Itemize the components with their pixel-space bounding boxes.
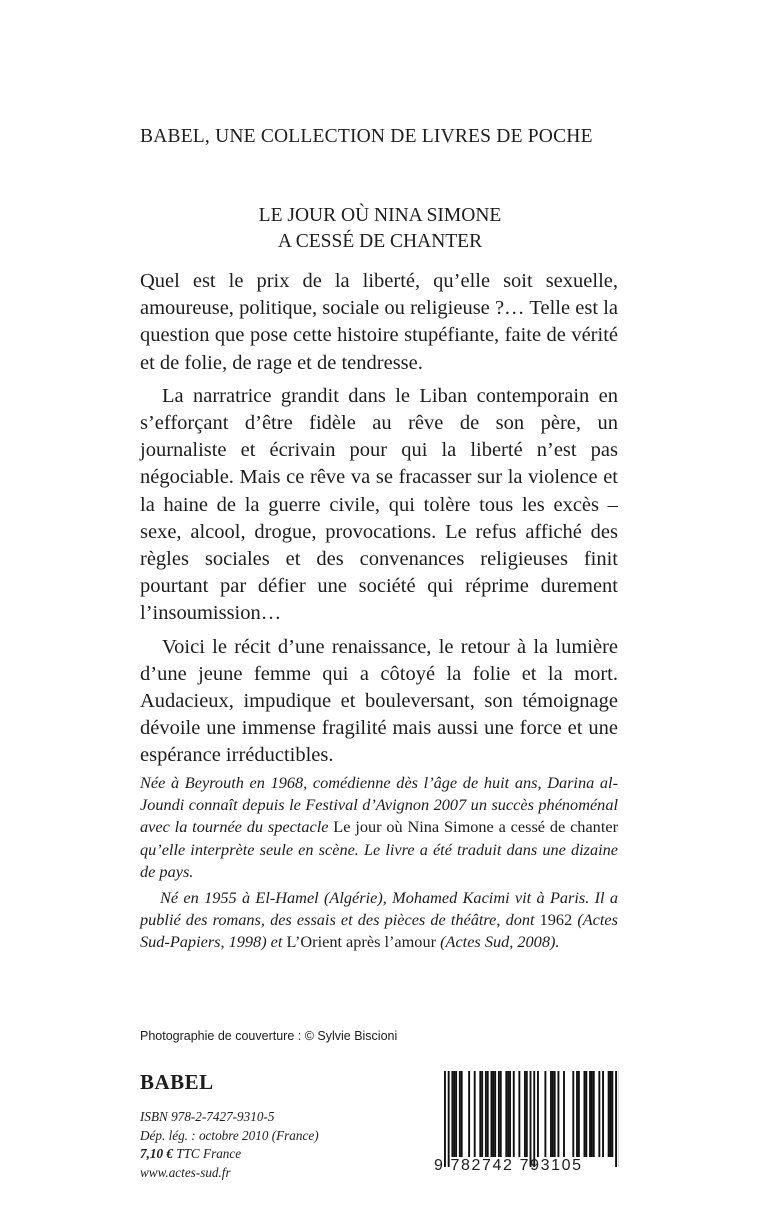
book-meta [140, 1108, 319, 1182]
barcode-bar [530, 1071, 532, 1167]
barcode-bar [491, 1071, 493, 1157]
work-title: Le jour où Nina Simone a cessé de chanter [333, 817, 618, 837]
barcode-bar [479, 1071, 481, 1157]
coauthor-bio [140, 887, 618, 954]
legal-deposit: Dép. lég. : octobre 2010 (France) [140, 1127, 319, 1143]
barcode-bar [481, 1071, 483, 1157]
author-bio-text: qu’elle interprète seule en scène. Le livre a été traduit dans une dizaine de pays. [140, 839, 618, 881]
barcode-bar [518, 1071, 520, 1157]
barcode-bar [507, 1071, 509, 1157]
barcode-bar [444, 1071, 446, 1167]
price-line [140, 1145, 319, 1164]
barcode-bar [552, 1071, 554, 1157]
barcode-bar [557, 1071, 559, 1157]
summary-paragraph: Voici le récit d’une renaissance, le retour à la lumière d’une jeune femme qui a côtoyé la folie et la mort. Audacieux, impudique et bouleversant, son témoignage dévoile une immense fragilité mais aussi une force et une espérance irréductibles. [140, 635, 618, 767]
barcode-bar [554, 1071, 556, 1157]
barcode-bar [610, 1071, 612, 1157]
author-bios [140, 772, 618, 958]
barcode-bar [608, 1071, 610, 1157]
barcode-bar [494, 1071, 496, 1157]
barcode-bar [615, 1071, 617, 1167]
barcode-bar [544, 1071, 546, 1157]
barcode-bar [500, 1071, 502, 1157]
barcode-bar [585, 1071, 587, 1157]
author-bio [140, 772, 618, 883]
publisher-logo: BABEL [140, 1070, 214, 1094]
price-suffix: TTC France [172, 1146, 242, 1161]
barcode-bar [513, 1071, 515, 1157]
barcode-bar [537, 1071, 539, 1157]
barcode-bar [602, 1071, 604, 1157]
barcode-bar [524, 1071, 526, 1157]
barcode-bar [459, 1071, 461, 1157]
coauthor-bio-text: (Actes Sud-Papiers, 1998) et [140, 910, 618, 952]
book-title-line-1: LE JOUR OÙ NINA SIMONE [258, 205, 502, 226]
photo-credit: Photographie de couverture : © Sylvie Biscioni [140, 1029, 398, 1043]
summary-paragraph: Quel est le prix de la liberté, qu’elle soit sexuelle, amoureuse, politique, sociale ou religieuse ?… Telle est la question que pose cette histoire stupéfiante, faite de vérité et de folie, de rage et de tendresse. [140, 270, 618, 374]
barcode-bar [550, 1071, 552, 1157]
barcode-bar [451, 1071, 453, 1157]
barcode-digits: 9 782742 793105 [434, 1157, 583, 1174]
barcode-bar [487, 1071, 489, 1157]
price: 7,10 € [140, 1146, 173, 1161]
barcode-bar [468, 1071, 470, 1157]
summary-text [140, 268, 618, 776]
work-title: L’Orient après l’amour [286, 932, 437, 952]
summary-paragraph: La narratrice grandit dans le Liban contemporain en s’efforçant d’être fidèle au rêve de son père, un journaliste et écrivain pour qui la liberté n’est pas négociable. Mais ce rêve va se fracasser sur la violence et la haine de la guerre civile, qui tolère tous les excès – sexe, alcool, drogue, provocations. Le refus affiché des règles sociales et des convenances religieuses finit pourtant par défier une société qui réprime durement l’insoumission… [140, 384, 618, 625]
barcode-bar [461, 1071, 463, 1157]
barcode-bar [593, 1071, 595, 1157]
barcode-bar [576, 1071, 578, 1157]
barcode-bar [453, 1071, 455, 1157]
barcode-bar [578, 1071, 580, 1157]
collection-line: BABEL, UNE COLLECTION DE LIVRES DE POCHE [140, 126, 593, 147]
barcode-bar [563, 1071, 565, 1157]
book-title [140, 203, 620, 255]
isbn: ISBN 978-2-7427-9310-5 [140, 1109, 275, 1124]
barcode-bar [591, 1071, 593, 1157]
coauthor-bio-text: Né en 1955 à El-Hamel (Algérie), Mohamed Kacimi vit à Paris. Il a publié des romans, des essais et des pièces de théâtre, dont [140, 888, 618, 930]
barcode-bar [505, 1071, 507, 1157]
barcode-bar [533, 1071, 535, 1167]
barcode-bar [584, 1071, 586, 1157]
barcode-bar [492, 1071, 494, 1157]
barcode-bar [611, 1071, 613, 1157]
barcode-bar [509, 1071, 511, 1157]
barcode-bar [572, 1071, 574, 1157]
barcode-bar [455, 1071, 457, 1157]
barcode-bar [498, 1071, 500, 1157]
work-title: 1962 [539, 910, 573, 930]
website-link[interactable]: www.actes-sud.fr [140, 1164, 231, 1180]
barcode-bar [526, 1071, 528, 1157]
barcode-bar [474, 1071, 476, 1157]
barcode-bar [589, 1071, 591, 1157]
barcode-bar [598, 1071, 600, 1157]
barcode-bar [485, 1071, 487, 1157]
barcode-bar [448, 1071, 450, 1167]
book-title-line-2: A CESSÉ DE CHANTER [277, 231, 483, 252]
author-bio-text: Née à Beyrouth en 1968, comédienne dès l’âge de huit ans, Darina al-Joundi connaît depuis le Festival d’Avignon 2007 un succès phénoménal avec la tournée du spectacle [140, 773, 618, 837]
coauthor-bio-text: (Actes Sud, 2008). [436, 932, 560, 952]
